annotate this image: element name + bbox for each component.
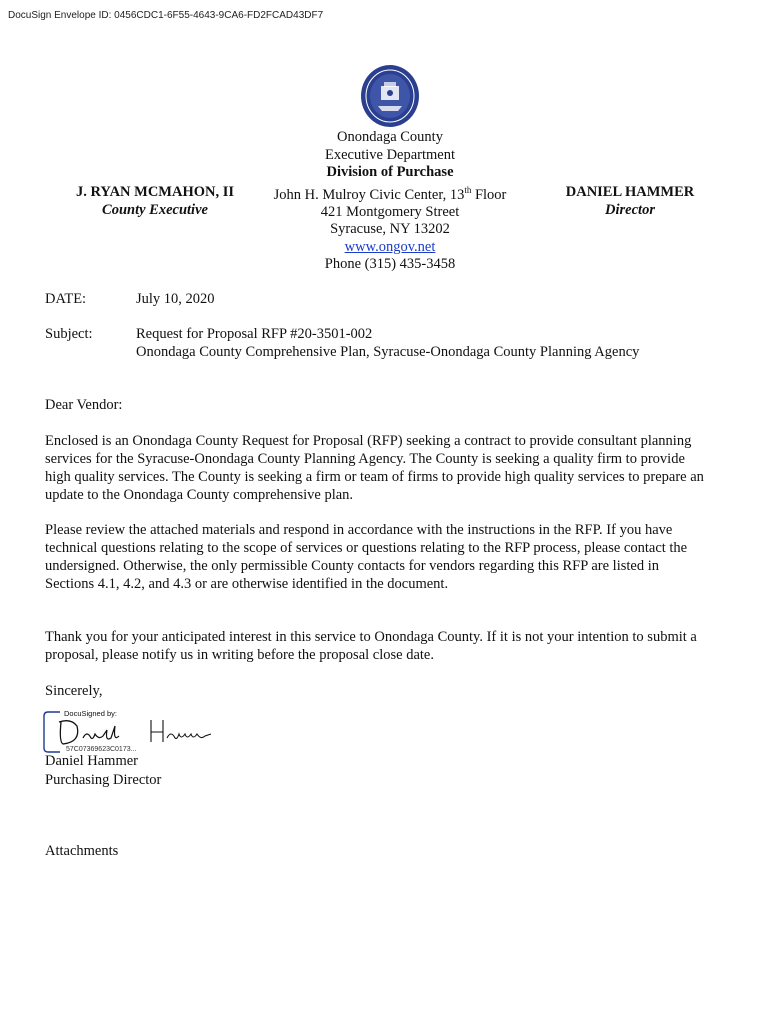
signer-id: 57C07369623C0173...: [66, 746, 137, 753]
paragraph-line: services for the Syracuse-Onondaga County Planning Agency. The County is seeking a quality firm to provide: [45, 451, 685, 467]
paragraph-line: proposal, please notify us in writing before the proposal close date.: [45, 647, 434, 663]
body-paragraph-2: [45, 521, 735, 593]
date-value: July 10, 2020: [136, 291, 215, 307]
director-block: [560, 184, 700, 219]
docusigned-by-label: DocuSigned by:: [64, 709, 117, 718]
signer-name: Daniel Hammer: [45, 753, 139, 769]
date-label: DATE:: [45, 291, 87, 307]
county-name: Onondaga County: [337, 129, 443, 145]
letterhead-center: [270, 129, 510, 274]
county-executive-block: [70, 184, 240, 219]
paragraph-line: Thank you for your anticipated interest in this service to Onondaga County. If it is not your intention to submit a: [45, 629, 697, 645]
closing: Sincerely,: [45, 683, 103, 699]
website-link[interactable]: www.ongov.net: [344, 238, 436, 255]
director-name: DANIEL HAMMER: [565, 184, 695, 200]
paragraph-line: update to the Onondaga County comprehensive plan.: [45, 487, 354, 503]
subject-label: Subject:: [45, 326, 93, 342]
body-paragraph-3: [45, 628, 735, 664]
phone-number: Phone (315) 435-3458: [324, 256, 456, 273]
department-name: Executive Department: [324, 146, 456, 163]
signer-title: Purchasing Director: [45, 772, 162, 788]
paragraph-line: technical questions relating to the scope of services or questions relating to the RFP process, please contact the: [45, 540, 688, 556]
address-line-1: John H. Mulroy Civic Center, 13th Floor: [273, 184, 507, 203]
executive-name: J. RYAN MCMAHON, II: [75, 184, 235, 200]
paragraph-line: Sections 4.1, 4.2, and 4.3 or are otherwise identified in the document.: [45, 576, 449, 592]
subject-line-1: Request for Proposal RFP #20-3501-002: [136, 326, 373, 342]
city-address: Syracuse, NY 13202: [330, 221, 450, 238]
salutation: Dear Vendor:: [45, 397, 123, 413]
paragraph-line: undersigned. Otherwise, the only permissible County contacts for vendors regarding this RFP are listed in: [45, 558, 659, 574]
county-seal-logo: [360, 64, 420, 128]
paragraph-line: high quality services. The County is seeking a firm or team of firms to provide high quality services to prepare an: [45, 469, 704, 485]
division-name: Division of Purchase: [326, 164, 454, 180]
subject-line-2: Onondaga County Comprehensive Plan, Syracuse-Onondaga County Planning Agency: [136, 344, 640, 360]
director-title: Director: [605, 201, 655, 218]
attachments-label: Attachments: [45, 843, 119, 859]
street-address: 421 Montgomery Street: [320, 203, 460, 220]
docusign-envelope-id: DocuSign Envelope ID: 0456CDC1-6F55-4643-9CA6-FD2FCAD43DF7: [8, 10, 324, 21]
body-paragraph-1: [45, 432, 735, 504]
executive-title: County Executive: [102, 201, 208, 218]
paragraph-line: Please review the attached materials and respond in accordance with the instructions in the RFP. If you have: [45, 522, 673, 538]
paragraph-line: Enclosed is an Onondaga County Request for Proposal (RFP) seeking a contract to provide consultant planning: [45, 433, 692, 449]
